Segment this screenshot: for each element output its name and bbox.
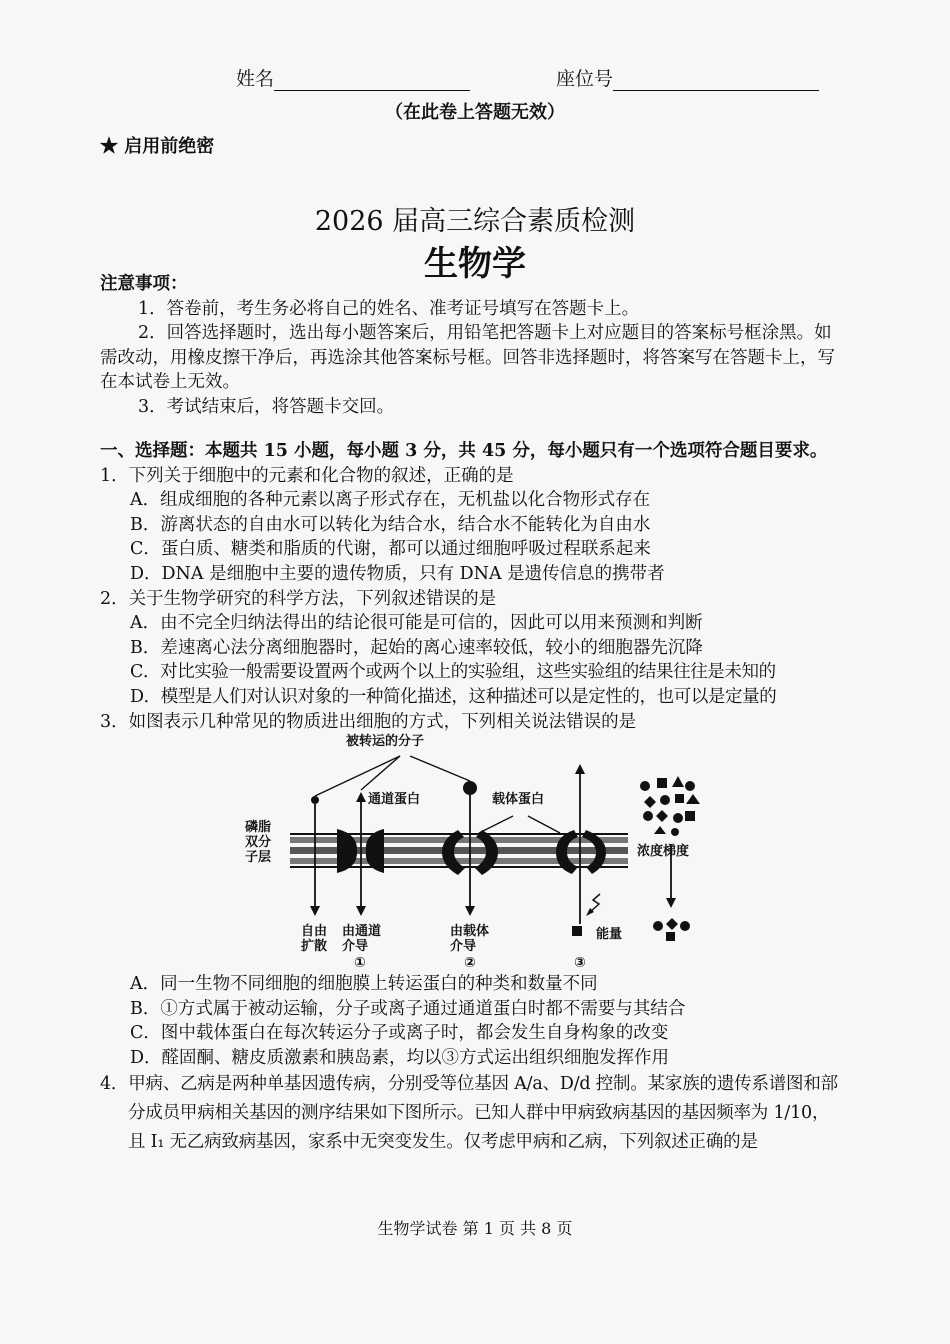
seat-label: 座位号	[556, 68, 614, 90]
concentration-gradient-label: 浓度梯度	[637, 844, 690, 860]
option: A．同一生物不同细胞的细胞膜上转运蛋白的种类和数量不同	[130, 974, 598, 995]
bilayer-label-line: 双分	[245, 835, 272, 851]
secret-mark: ★ 启用前绝密	[100, 136, 215, 157]
note-item: 3．考试结束后，将答题卡交回。	[138, 396, 395, 417]
bilayer-label-line: 子层	[245, 850, 272, 866]
invalid-notice: （在此卷上答题无效）	[385, 102, 565, 123]
mark-3: ③	[574, 955, 586, 972]
note-item: 1．答卷前，考生务必将自己的姓名、准考证号填写在答题卡上。	[138, 298, 640, 319]
option: D．DNA 是细胞中主要的遗传物质，只有 DNA 是遗传信息的携带者	[130, 563, 665, 584]
exam-title: 2026 届高三综合素质检测	[314, 206, 636, 237]
name-blank	[274, 70, 470, 91]
name-label: 姓名	[236, 68, 275, 90]
channel-mediated-label	[342, 924, 381, 954]
name-field	[236, 64, 470, 91]
option: B．①方式属于被动运输，分子或离子通过通道蛋白时都不需要与其结合	[130, 998, 686, 1019]
carrier-mediated-label	[450, 924, 489, 954]
transported-molecules-label: 被转运的分子	[346, 734, 425, 750]
note-item: 2．回答选择题时，选出每小题答案后，用铅笔把答题卡上对应题目的答案标号框涂黑。如需改动，用橡皮擦干净后，再选涂其他答案标号框。回答非选择题时，将答案写在答题卡上，写在本试卷上无效。	[100, 323, 835, 393]
question-stem: 3．如图表示几种常见的物质进出细胞的方式，下列相关说法错误的是	[100, 711, 637, 732]
option: C．对比实验一般需要设置两个或两个以上的实验组，这些实验组的结果往往是未知的	[130, 662, 776, 683]
membrane-transport-figure	[100, 734, 845, 972]
option: A．由不完全归纳法得出的结论很可能是可信的，因此可以用来预测和判断	[130, 613, 703, 634]
option: D．模型是人们对认识对象的一种简化描述，这种描述可以是定性的，也可以是定量的	[130, 686, 777, 707]
option: C．图中载体蛋白在每次转运分子或离子时，都会发生自身构象的改变	[130, 1023, 669, 1044]
page-footer: 生物学试卷 第 1 页 共 8 页	[377, 1219, 573, 1238]
carrier-mediated-line: 介导	[450, 939, 477, 955]
section-heading: 一、选择题：本题共 15 小题，每小题 3 分，共 45 分，每小题只有一个选项符合题目要求。	[100, 440, 828, 461]
channel-mediated-line: 介导	[342, 939, 369, 955]
question-stem: 1．下列关于细胞中的元素和化合物的叙述，正确的是	[100, 465, 514, 486]
notes-heading: 注意事项：	[100, 274, 188, 294]
option: B．差速离心法分离细胞器时，起始的离心速率较低，较小的细胞器先沉降	[130, 637, 703, 658]
subject-title: 生物学	[424, 244, 526, 284]
channel-protein-label: 通道蛋白	[368, 792, 421, 808]
question-stem: 4．甲病、乙病是两种单基因遗传病，分别受等位基因 A/a、D/d 控制。某家族的遗传系谱图和部分成员甲病相关基因的测序结果如下图所示。已知人群中甲病致病基因的基因频率为 1/10，且 Ⅰ₁ 无乙病致病基因，家系中无突变发生。仅考虑甲病和乙病，下列叙述正确的是	[100, 1074, 838, 1153]
free-diffusion-label	[301, 924, 327, 954]
mark-2: ②	[464, 955, 476, 972]
mark-1: ①	[354, 955, 366, 972]
option: D．醛固酮、糖皮质激素和胰岛素，均以③方式运出组织细胞发挥作用	[130, 1047, 670, 1068]
free-diffusion-line: 自由	[301, 924, 328, 940]
bilayer-label-line: 磷脂	[245, 820, 272, 836]
seat-field	[556, 64, 819, 91]
channel-mediated-line: 由通道	[342, 924, 382, 940]
option: A．组成细胞的各种元素以离子形式存在，无机盐以化合物形式存在	[130, 490, 651, 511]
question-stem: 2．关于生物学研究的科学方法，下列叙述错误的是	[100, 588, 497, 609]
option: B．游离状态的自由水可以转化为结合水，结合水不能转化为自由水	[130, 514, 651, 535]
option: C．蛋白质、糖类和脂质的代谢，都可以通过细胞呼吸过程联系起来	[130, 539, 651, 560]
exam-content	[100, 272, 845, 1157]
carrier-protein-label: 载体蛋白	[492, 792, 545, 808]
free-diffusion-line: 扩散	[301, 939, 328, 955]
seat-blank	[613, 70, 819, 91]
carrier-mediated-line: 由载体	[450, 924, 490, 940]
bilayer-label	[245, 820, 271, 865]
energy-label: 能量	[596, 927, 623, 943]
